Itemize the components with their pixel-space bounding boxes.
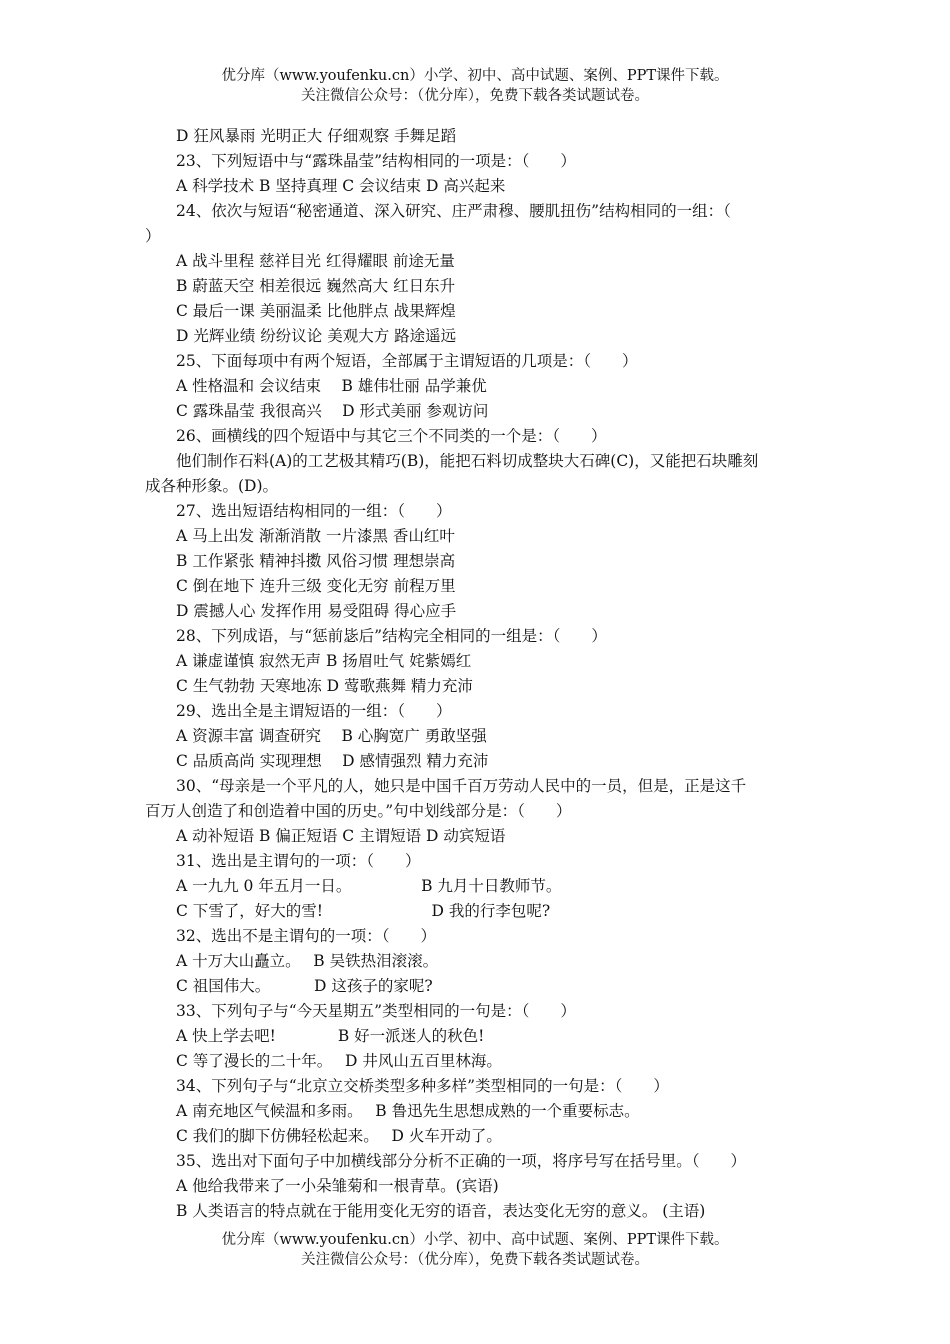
- options-33-cd: C 等了漫长的二十年。 D 井风山五百里林海。: [176, 1052, 502, 1070]
- options-32-cd: C 祖国伟大。 D 这孩子的家呢?: [176, 977, 433, 995]
- options-29-cd: C 品质高尚 实现理想 D 感情强烈 精力充沛: [176, 752, 489, 770]
- options-23: A 科学技术 B 坚持真理 C 会议结束 D 高兴起来: [176, 177, 506, 195]
- header-line-1: 优分库（www.youfenku.cn）小学、初中、高中试题、案例、PPT课件下载。: [221, 68, 729, 84]
- question-24-cont: ）: [145, 227, 161, 245]
- question-30-cont: 百万人创造了和创造着中国的历史。”句中划线部分是：（ ）: [145, 802, 572, 820]
- question-26: 26、画横线的四个短语中与其它三个不同类的一个是：（ ）: [176, 427, 607, 445]
- question-24: 24、依次与短语“秘密通道、深入研究、庄严肃穆、腰肌扭伤”结构相同的一组：（: [176, 202, 731, 220]
- option-24d: D 光辉业绩 纷纷议论 美观大方 路途遥远: [176, 327, 457, 345]
- page-footer: [0, 1230, 950, 1270]
- footer-line-2: 关注微信公众号：（优分库），免费下载各类试题试卷。: [301, 1252, 649, 1268]
- option-24c: C 最后一课 美丽温柔 比他胖点 战果辉煌: [176, 302, 456, 320]
- passage-26-cont: 成各种形象。(D)。: [145, 477, 279, 495]
- question-28: 28、下列成语，与“惩前毖后”结构完全相同的一组是：（ ）: [176, 627, 607, 645]
- footer-line-1: 优分库（www.youfenku.cn）小学、初中、高中试题、案例、PPT课件下载。: [221, 1232, 729, 1248]
- options-25-cd: C 露珠晶莹 我很高兴 D 形式美丽 参观访问: [176, 402, 489, 420]
- option-27b: B 工作紧张 精神抖擞 风俗习惯 理想崇高: [176, 552, 456, 570]
- text-line: D 狂风暴雨 光明正大 仔细观察 手舞足蹈: [176, 127, 457, 145]
- options-28-ab: A 谦虚谨慎 寂然无声 B 扬眉吐气 姹紫嫣红: [176, 652, 472, 670]
- options-31-ab: A 一九九 0 年五月一日。 B 九月十日教师节。: [176, 877, 562, 895]
- options-34-cd: C 我们的脚下仿佛轻松起来。 D 火车开动了。: [176, 1127, 502, 1145]
- question-25: 25、下面每项中有两个短语，全部属于主谓短语的几项是：（ ）: [176, 352, 638, 370]
- question-23: 23、下列短语中与“露珠晶莹”结构相同的一项是：（ ）: [176, 152, 576, 170]
- option-27d: D 震撼人心 发挥作用 易受阻碍 得心应手: [176, 602, 457, 620]
- option-35a: A 他给我带来了一小朵雏菊和一根青草。(宾语): [176, 1177, 499, 1195]
- question-31: 31、选出是主谓句的一项：（ ）: [176, 852, 421, 870]
- question-35: 35、选出对下面句子中加横线部分分析不正确的一项，将序号写在括号里。（ ）: [176, 1152, 746, 1170]
- question-32: 32、选出不是主谓句的一项：（ ）: [176, 927, 436, 945]
- options-30: A 动补短语 B 偏正短语 C 主谓短语 D 动宾短语: [176, 827, 506, 845]
- passage-26: 他们制作石料(A)的工艺极其精巧(B)，能把石料切成整块大石碑(C)，又能把石块雕刻: [176, 452, 759, 470]
- options-33-ab: A 快上学去吧! B 好一派迷人的秋色!: [176, 1027, 485, 1045]
- header-line-2: 关注微信公众号：（优分库），免费下载各类试题试卷。: [301, 88, 649, 104]
- question-30: 30、“母亲是一个平凡的人，她只是中国千百万劳动人民中的一员，但是，正是这千: [176, 777, 747, 795]
- question-27: 27、选出短语结构相同的一组：（ ）: [176, 502, 452, 520]
- question-33: 33、下列句子与“今天星期五”类型相同的一句是：（ ）: [176, 1002, 576, 1020]
- question-29: 29、选出全是主谓短语的一组：（ ）: [176, 702, 452, 720]
- options-31-cd: C 下雪了，好大的雪! D 我的行李包呢?: [176, 902, 551, 920]
- options-28-cd: C 生气勃勃 天寒地冻 D 莺歌燕舞 精力充沛: [176, 677, 473, 695]
- options-32-ab: A 十万大山矗立。 B 吴铁热泪滚滚。: [176, 952, 439, 970]
- option-27a: A 马上出发 渐渐消散 一片漆黑 香山红叶: [176, 527, 455, 545]
- options-34-ab: A 南充地区气候温和多雨。 B 鲁迅先生思想成熟的一个重要标志。: [176, 1102, 640, 1120]
- options-25-ab: A 性格温和 会议结束 B 雄伟壮丽 品学兼优: [176, 377, 487, 395]
- option-27c: C 倒在地下 连升三级 变化无穷 前程万里: [176, 577, 456, 595]
- option-24b: B 蔚蓝天空 相差很远 巍然高大 红日东升: [176, 277, 456, 295]
- option-35b: B 人类语言的特点就在于能用变化无穷的语音，表达变化无穷的意义。 (主语): [176, 1202, 706, 1220]
- option-24a: A 战斗里程 慈祥目光 红得耀眼 前途无量: [176, 252, 455, 270]
- page-header: [0, 66, 950, 106]
- question-34: 34、下列句子与“北京立交桥类型多种多样”类型相同的一句是：（ ）: [176, 1077, 669, 1095]
- options-29-ab: A 资源丰富 调查研究 B 心胸宽广 勇敢坚强: [176, 727, 487, 745]
